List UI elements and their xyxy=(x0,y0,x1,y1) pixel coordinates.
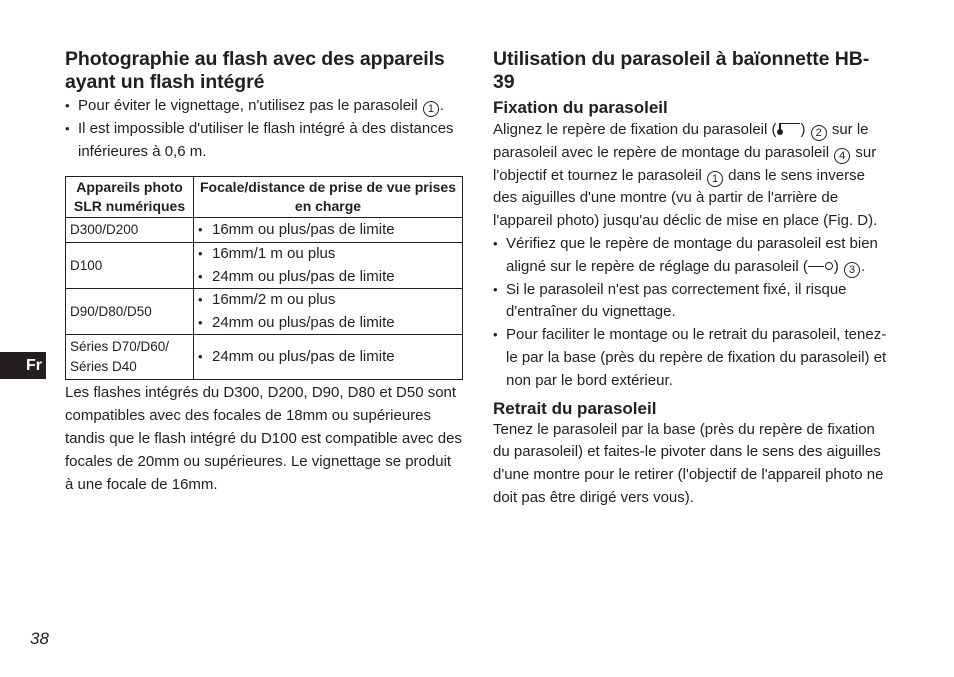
remove-heading: Retrait du parasoleil xyxy=(493,398,657,418)
circled-number: 2 xyxy=(811,125,827,141)
bullet-vignetting-risk: • Si le parasoleil n'est pas correctement fixé, il risque d'entraîner du vignettage. xyxy=(493,279,889,325)
header-focal: Focale/distance de prise de vue prises en charge xyxy=(194,177,463,218)
focal-item: • 16mm ou plus/pas de limite xyxy=(198,219,458,242)
table-header-row xyxy=(66,177,463,218)
focal-item: • 24mm ou plus/pas de limite xyxy=(198,312,458,335)
focal-cell xyxy=(194,289,463,335)
focal-cell xyxy=(194,218,463,243)
hood-setting-mark-icon xyxy=(808,261,834,271)
right-column xyxy=(493,48,889,510)
camera-cell: D100 xyxy=(66,243,194,289)
focal-item: • 16mm/2 m ou plus xyxy=(198,289,458,312)
focal-item: • 24mm ou plus/pas de limite xyxy=(198,346,458,369)
camera-cell: Séries D70/D60/ Séries D40 xyxy=(66,335,194,380)
bullet-handling: • Pour faciliter le montage ou le retrait du parasoleil, tenez-le par la base (près du repère de fixation du parasoleil) et non par le bord extérieur. xyxy=(493,324,889,392)
flash-note: Les flashes intégrés du D300, D200, D90, D80 et D50 sont compatibles avec des focales de 18mm ou supérieures tandis que le flash intégré du D100 est compatible avec des focales de 20mm ou supérieures. Le vignettage se produit à une focale de 16mm. xyxy=(65,384,462,493)
circled-number: 1 xyxy=(423,101,439,117)
remove-text: Tenez le parasoleil par la base (près du repère de fixation du parasoleil) et faites-le pivoter dans le sens des aiguilles d'une montre pour le retirer (l'objectif de l'appareil photo ne doit pas être dirigé vers vous). xyxy=(493,420,884,506)
hood-mounting-mark-icon xyxy=(777,123,801,135)
camera-cell: D300/D200 xyxy=(66,218,194,243)
table-row xyxy=(66,243,463,289)
compatibility-table xyxy=(65,176,463,380)
attach-heading: Fixation du parasoleil xyxy=(493,98,668,117)
hood-section-title: Utilisation du parasoleil à baïonnette HB-39 xyxy=(493,48,870,93)
focal-item: • 24mm ou plus/pas de limite xyxy=(198,266,458,289)
page-number: 38 xyxy=(30,629,49,648)
focal-cell xyxy=(194,243,463,289)
camera-cell: D90/D80/D50 xyxy=(66,289,194,335)
header-cameras: Appareils photo SLR numériques xyxy=(66,177,194,218)
table-row xyxy=(66,289,463,335)
bullet-alignment: • Vérifiez que le repère de montage du parasoleil est bien aligné sur le repère de réglage du parasoleil ( ) 3 . xyxy=(493,233,889,279)
focal-cell xyxy=(194,335,463,380)
table-row xyxy=(66,335,463,380)
attach-text: Alignez le repère de fixation du parasoleil ( ) 2 sur le parasoleil avec le repère de montage du parasoleil 4 sur l'objectif et tournez le parasoleil 1 dans le sens inverse des aiguilles d'une montre (vu à partir de l'arrière de l'appareil photo) jusqu'au déclic de mise en place (Fig. D). xyxy=(493,121,878,230)
left-column xyxy=(65,48,463,496)
flash-section-title: Photographie au flash avec des appareils ayant un flash intégré xyxy=(65,48,445,93)
circled-number: 3 xyxy=(844,262,860,278)
bullet-distance: • Il est impossible d'utiliser le flash intégré à des distances inférieures à 0,6 m. xyxy=(65,118,463,164)
circled-number: 4 xyxy=(834,148,850,164)
circled-number: 1 xyxy=(707,171,723,187)
focal-item: • 16mm/1 m ou plus xyxy=(198,243,458,266)
bullet-vignetting: • Pour éviter le vignettage, n'utilisez pas le parasoleil 1 . xyxy=(65,95,463,118)
language-tab: Fr xyxy=(0,352,46,379)
flash-bullets xyxy=(65,95,463,163)
table-row xyxy=(66,218,463,243)
attach-bullets xyxy=(493,233,889,393)
